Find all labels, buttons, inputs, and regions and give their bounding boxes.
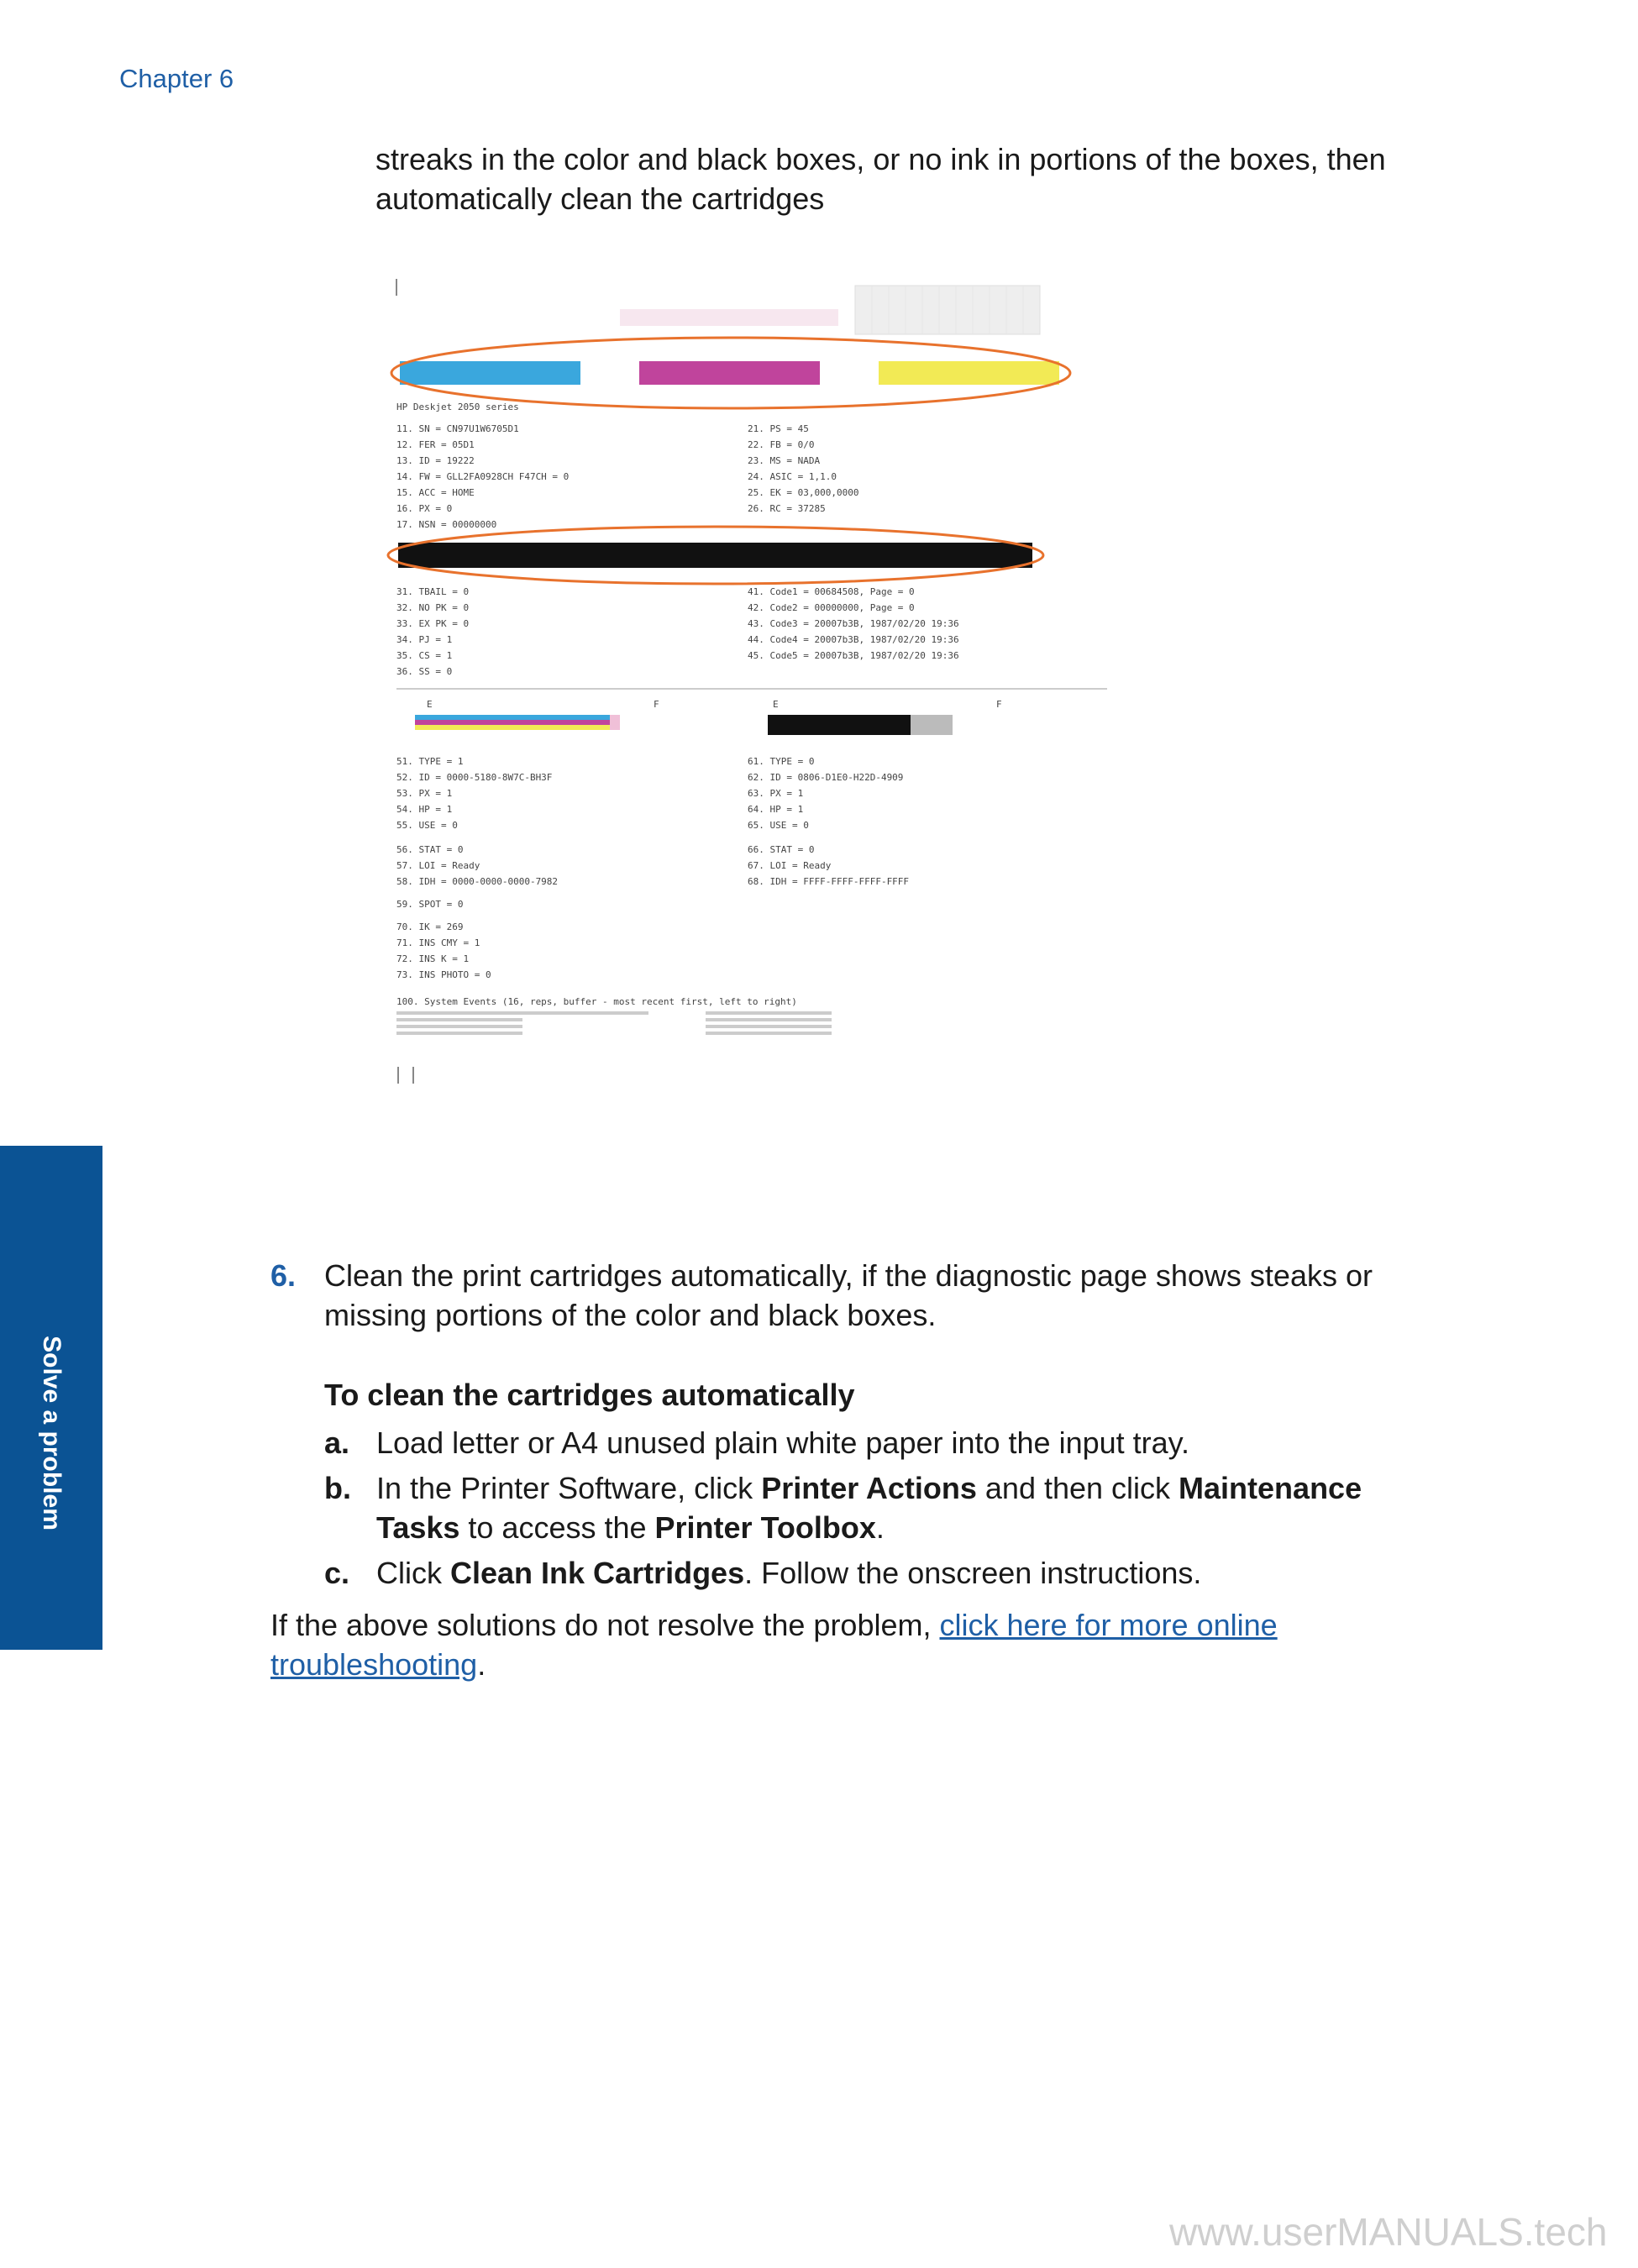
svg-text:42. Code2 = 00000000, Page = 0: 42. Code2 = 00000000, Page = 0 [748, 602, 915, 613]
svg-text:43. Code3 = 20007b3B, 1987/02/: 43. Code3 = 20007b3B, 1987/02/20 19:36 [748, 618, 959, 629]
svg-text:65. USE = 0: 65. USE = 0 [748, 820, 809, 831]
color-ink-gauge [415, 715, 620, 730]
procedure-heading: To clean the cartridges automatically [324, 1378, 855, 1412]
color-gauge-full-label: F [654, 699, 659, 710]
svg-text:45. Code5 = 20007b3B, 1987/02/: 45. Code5 = 20007b3B, 1987/02/20 19:36 [748, 650, 959, 661]
svg-text:55. USE = 0: 55. USE = 0 [396, 820, 458, 831]
closing-paragraph: If the above solutions do not resolve the problem, click here for more online troubleshooting. [270, 1608, 1278, 1682]
svg-text:51. TYPE = 1: 51. TYPE = 1 [396, 756, 464, 767]
svg-text:53. PX = 1: 53. PX = 1 [396, 788, 453, 799]
diagnostic-page-svg [385, 267, 1124, 1099]
svg-text:67. LOI = Ready: 67. LOI = Ready [748, 860, 832, 871]
svg-text:61. TYPE = 0: 61. TYPE = 0 [748, 756, 815, 767]
svg-text:62. ID = 0806-D1E0-H22D-4909: 62. ID = 0806-D1E0-H22D-4909 [748, 772, 904, 783]
printer-title: HP Deskjet 2050 series [396, 402, 519, 412]
sidebar-label: Solve a problem [38, 1336, 66, 1530]
svg-text:35. CS = 1: 35. CS = 1 [396, 650, 453, 661]
svg-text:41. Code1 = 00684508, Page = 0: 41. Code1 = 00684508, Page = 0 [748, 586, 915, 597]
svg-text:24. ASIC = 1,1.0: 24. ASIC = 1,1.0 [748, 471, 837, 482]
svg-text:56. STAT = 0: 56. STAT = 0 [396, 844, 464, 855]
svg-text:17. NSN = 00000000: 17. NSN = 00000000 [396, 519, 497, 530]
svg-text:23. MS = NADA: 23. MS = NADA [748, 455, 821, 466]
svg-text:25. EK = 03,000,0000: 25. EK = 03,000,0000 [748, 487, 859, 498]
intro-line-1: streaks in the color and black boxes, or no ink in portions of the boxes, then [375, 142, 1386, 176]
black-gauge-full-label: F [996, 699, 1002, 710]
svg-text:31. TBAIL = 0: 31. TBAIL = 0 [396, 586, 470, 597]
svg-text:36. SS = 0: 36. SS = 0 [396, 666, 453, 677]
intro-line-2: automatically clean the cartridges [375, 181, 825, 216]
svg-text:16. PX = 0: 16. PX = 0 [396, 503, 453, 514]
svg-text:58. IDH = 0000-0000-0000-7982: 58. IDH = 0000-0000-0000-7982 [396, 876, 559, 887]
black-gauge-empty-label: E [773, 699, 779, 710]
svg-text:14. FW = GLL2FA0928CH F47C: 14. FW = GLL2FA0928CH F47CH = 0 [396, 471, 570, 482]
svg-text:26. RC = 37285: 26. RC = 37285 [748, 503, 826, 514]
svg-text:59. SPOT = 0: 59. SPOT = 0 [396, 899, 464, 910]
watermark: www.userMANUALS.tech [1169, 2210, 1608, 2254]
svg-text:13. ID = 19222: 13. ID = 19222 [396, 455, 475, 466]
intro-paragraph [375, 139, 1467, 218]
diagnostic-page-image [385, 267, 1124, 1099]
svg-text:54. HP = 1: 54. HP = 1 [396, 804, 453, 815]
svg-text:33. EX PK = 0: 33. EX PK = 0 [396, 618, 470, 629]
troubleshooting-link-continued[interactable]: troubleshooting [270, 1647, 478, 1682]
svg-text:32. NO PK = 0: 32. NO PK = 0 [396, 602, 470, 613]
svg-text:34. PJ = 1: 34. PJ = 1 [396, 634, 453, 645]
svg-text:12. FER = 05D1: 12. FER = 05D1 [396, 439, 475, 450]
troubleshooting-link[interactable]: click here for more online [939, 1608, 1278, 1642]
svg-text:11. SN = CN97U1W6705D1: 11. SN = CN97U1W6705D1 [396, 423, 519, 434]
svg-text:64. HP = 1: 64. HP = 1 [748, 804, 804, 815]
cyan-test-box [400, 361, 580, 385]
svg-text:71. INS CMY = 1: 71. INS CMY = 1 [396, 937, 480, 948]
svg-text:73. INS PHOTO = 0: 73. INS PHOTO = 0 [396, 969, 491, 980]
svg-text:66. STAT = 0: 66. STAT = 0 [748, 844, 815, 855]
svg-text:70. IK = 269: 70. IK = 269 [396, 921, 464, 932]
svg-text:15. ACC = HOME: 15. ACC = HOME [396, 487, 475, 498]
black-test-box [398, 543, 1032, 568]
magenta-test-box [639, 361, 820, 385]
svg-text:21. PS = 45: 21. PS = 45 [748, 423, 809, 434]
svg-text:72. INS K = 1: 72. INS K = 1 [396, 953, 470, 964]
yellow-test-box [879, 361, 1059, 385]
chapter-label: Chapter 6 [119, 64, 234, 93]
step-text: Clean the print cartridges automatically, if the diagnostic page shows steaks or missing portions of the color and black boxes. [324, 1258, 1373, 1332]
svg-text:44. Code4 = 20007b3B, 1987/02/: 44. Code4 = 20007b3B, 1987/02/20 19:36 [748, 634, 959, 645]
svg-text:57. LOI = Ready: 57. LOI = Ready [396, 860, 480, 871]
svg-text:63. PX = 1: 63. PX = 1 [748, 788, 804, 799]
svg-text:52. ID = 0000-5180-8W7C-BH3F: 52. ID = 0000-5180-8W7C-BH3F [396, 772, 553, 783]
system-events-line: 100. System Events (16, reps, buffer - most recent first, left to right) [396, 996, 797, 1007]
svg-text:22. FB = 0/0: 22. FB = 0/0 [748, 439, 815, 450]
svg-text:68. IDH = FFFF-FFFF-FFFF-FFFF: 68. IDH = FFFF-FFFF-FFFF-FFFF [748, 876, 910, 887]
color-gauge-empty-label: E [427, 699, 433, 710]
step-number: 6. [270, 1258, 297, 1293]
black-ink-gauge [768, 715, 953, 735]
